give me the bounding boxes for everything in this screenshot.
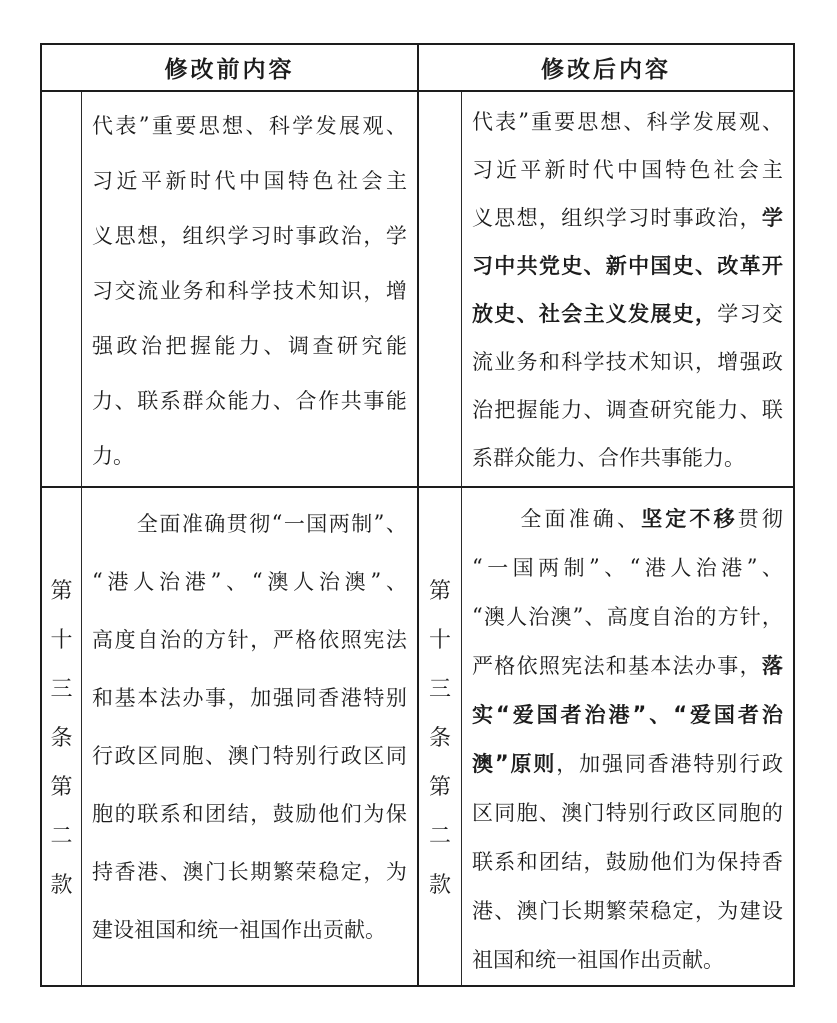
text-line: 高 度 自 治 的 方 针 ， 严 格 依 照 宪 法 bbox=[92, 628, 407, 652]
text-line: 三 bbox=[50, 677, 73, 702]
text-line: 全 面 准 确 、 坚 定 不 移 贯 彻 bbox=[520, 506, 783, 531]
text-line: 治 把 握 能 力 、 调 查 研 究 能 力 、 联 bbox=[472, 398, 783, 422]
row2-content-after bbox=[462, 486, 793, 985]
text-line: 三 bbox=[428, 677, 451, 702]
text-line: 澳 ” 原 则 ， 加 强 同 香 港 特 别 行 政 bbox=[472, 750, 783, 776]
header-before-modification: 修改前内容 bbox=[42, 45, 417, 92]
text-line: 持 香 港 、 澳 门 长 期 繁 荣 稳 定 ， 为 bbox=[92, 860, 407, 884]
text-line: 建 设 祖 国 和 统 一 祖 国 作 出 贡 献 。 bbox=[92, 918, 386, 942]
text-line: 习 近 平 新 时 代 中 国 特 色 社 会 主 bbox=[92, 168, 407, 193]
row2-label-before-article-13-clause-2 bbox=[42, 486, 82, 985]
text-line: 第 bbox=[428, 579, 451, 604]
header-after-modification: 修改后内容 bbox=[417, 45, 793, 92]
text-line: 十 bbox=[50, 628, 73, 653]
text-line: “ 一 国 两 制 ” 、 “ 港 人 治 港 ” 、 bbox=[472, 554, 783, 580]
text-line: 放 史 、 社 会 主 义 发 展 史 ， 学 习 交 bbox=[472, 302, 783, 326]
text-line: 代 表 ” 重 要 思 想 、 科 学 发 展 观 、 bbox=[92, 112, 407, 138]
text-line: 祖 国 和 统 一 祖 国 作 出 贡 献 。 bbox=[472, 947, 724, 972]
row1-content-after bbox=[462, 92, 793, 486]
text-line: 联 系 和 团 结 ， 鼓 励 他 们 为 保 持 香 bbox=[472, 849, 783, 874]
text-line: 十 bbox=[428, 628, 451, 653]
text-line: 力 、 联 系 群 众 能 力 、 合 作 共 事 能 bbox=[92, 388, 407, 413]
text-line: 和 基 本 法 办 事 ， 加 强 同 香 港 特 别 bbox=[92, 686, 407, 710]
text-line: 习 交 流 业 务 和 科 学 技 术 知 识 ， 增 bbox=[92, 278, 407, 303]
text-line: 第 bbox=[50, 579, 73, 604]
comparison-table bbox=[40, 43, 795, 987]
text-line: 款 bbox=[50, 873, 73, 898]
text-line: 行 政 区 同 胞 、 澳 门 特 别 行 政 区 同 bbox=[92, 744, 407, 768]
text-line: 实 “ 爱 国 者 治 港 ” 、 “ 爱 国 者 治 bbox=[472, 701, 783, 727]
text-line: 条 bbox=[50, 726, 73, 751]
row1-content-before bbox=[82, 92, 417, 486]
text-line: 款 bbox=[428, 873, 451, 898]
text-line: 港 、 澳 门 长 期 繁 荣 稳 定 ， 为 建 设 bbox=[472, 898, 783, 923]
text-line: 系 群 众 能 力 、 合 作 共 事 能 力 。 bbox=[472, 446, 745, 470]
text-line: 义 思 想 ， 组 织 学 习 时 事 政 治 ， 学 bbox=[472, 206, 783, 230]
text-line: 强 政 治 把 握 能 力 、 调 查 研 究 能 bbox=[92, 333, 407, 358]
text-line: 二 bbox=[428, 824, 451, 849]
text-line: 第 bbox=[50, 775, 73, 800]
text-line: 力 。 bbox=[92, 443, 134, 468]
row2-content-before bbox=[82, 486, 417, 985]
text-line: “ 港 人 治 港 ” 、 “ 澳 人 治 澳 ” 、 bbox=[92, 569, 407, 594]
text-line: 习 近 平 新 时 代 中 国 特 色 社 会 主 bbox=[472, 158, 783, 182]
text-line: 习 中 共 党 史 、 新 中 国 史 、 改 革 开 bbox=[472, 254, 783, 278]
row1-label-before bbox=[42, 92, 82, 486]
text-line: 区 同 胞 、 澳 门 特 别 行 政 区 同 胞 的 bbox=[472, 800, 783, 825]
text-line: 全 面 准 确 贯 彻 “ 一 国 两 制 ” 、 bbox=[136, 511, 407, 536]
text-line: 条 bbox=[428, 726, 451, 751]
text-line: 胞 的 联 系 和 团 结 ， 鼓 励 他 们 为 保 bbox=[92, 802, 407, 826]
text-line: 义 思 想 ， 组 织 学 习 时 事 政 治 ， 学 bbox=[92, 223, 407, 248]
text-line: “ 澳 人 治 澳 ” 、 高 度 自 治 的 方 针 ， bbox=[472, 603, 783, 629]
text-line: 代 表 ” 重 要 思 想 、 科 学 发 展 观 、 bbox=[472, 109, 783, 134]
row2-label-after-article-13-clause-2 bbox=[417, 486, 462, 985]
text-line: 第 bbox=[428, 775, 451, 800]
row1-label-after bbox=[417, 92, 462, 486]
text-line: 二 bbox=[50, 824, 73, 849]
text-line: 严 格 依 照 宪 法 和 基 本 法 办 事 ， 落 bbox=[472, 653, 783, 678]
text-line: 流 业 务 和 科 学 技 术 知 识 ， 增 强 政 bbox=[472, 350, 783, 374]
